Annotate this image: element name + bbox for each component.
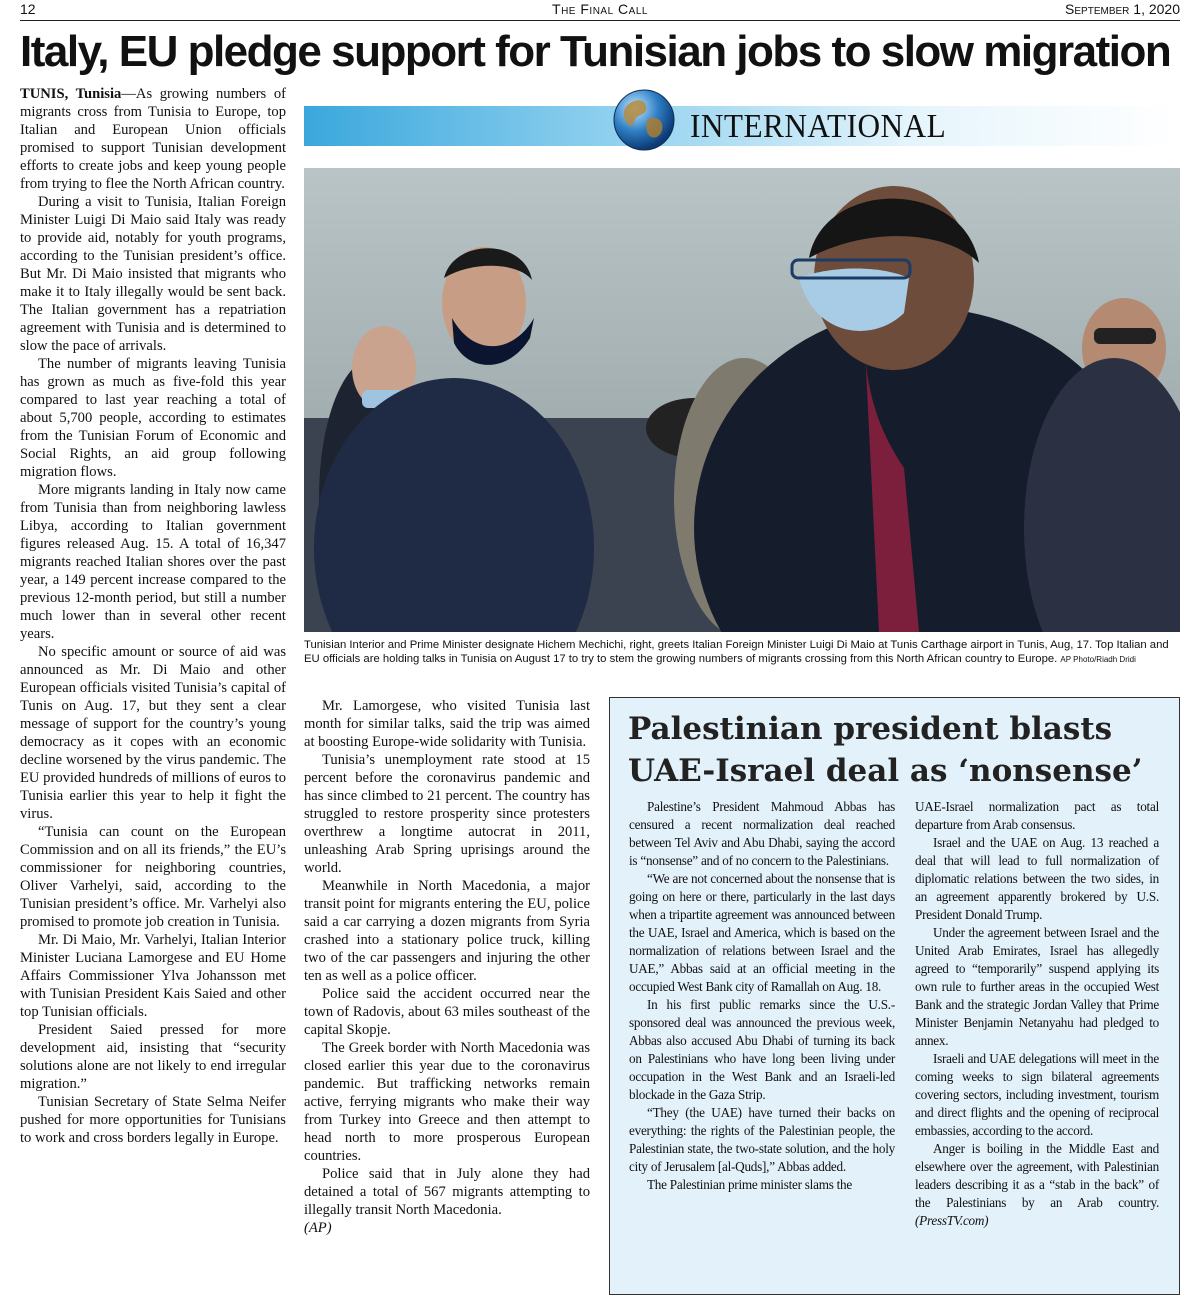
page-number: 12: [20, 1, 36, 17]
article-paragraph: The number of migrants leaving Tunisia has grown as much as five-fold this year compared to last year reaching a total of about 5,700 people, according to estimates from the Tunisian Forum of Economic and Social Rights, an aid group following migration flows.: [20, 356, 286, 480]
sidebar-paragraph: Israeli and UAE delegations will meet in the coming weeks to sign bilateral agreements covering sectors, including investment, tourism and direct flights and the opening of reciprocal embassies, according to the accord.: [915, 1051, 1159, 1138]
sidebar-paragraph: Palestine’s President Mahmoud Abbas has censured a recent normalization deal reached between Tel Aviv and Abu Dhabi, saying the accord is “nonsense” and of no concern to the Palestinians.: [629, 799, 895, 868]
article-paragraph: Police said the accident occurred near the town of Radovis, about 63 miles southeast of the capital Skopje.: [304, 986, 590, 1038]
sidebar-headline: Palestinian president blasts UAE-Israel deal as ‘nonsense’: [628, 711, 1143, 789]
article-paragraph: “Tunisia can count on the European Commission and on all its friends,” the EU’s commissioner for neighboring countries, Oliver Varhelyi, said, according to the Tunisian president’s office. Mr. Varhelyi also promised to promote job creation in Tunisia.: [20, 824, 286, 930]
photo-illustration: [304, 168, 1180, 632]
sidebar-paragraph: “They (the UAE) have turned their backs on everything: the rights of the Palestinian people, the Palestinian state, the two-state solution, and the holy city of Jerusalem [al-Quds],” Abbas added.: [629, 1105, 895, 1174]
article-paragraph: —As growing numbers of migrants cross from Tunisia to Europe, top Italian and European Union officials promised to support Tunisian development efforts to create jobs and keep young people from trying to flee the North African country.: [20, 86, 286, 192]
sidebar-paragraph: UAE-Israel normalization pact as total departure from Arab consensus.: [915, 799, 1159, 832]
publication-name: The Final Call: [552, 1, 648, 17]
sidebar-column-2: [915, 798, 1159, 1230]
sidebar-paragraph-text: Anger is boiling in the Middle East and elsewhere over the agreement, with Palestinian leaders describing it as a “stab in the back” of the Palestinians by an Arab country.: [915, 1141, 1159, 1210]
sidebar-column-1: [629, 798, 895, 1194]
globe-icon: [612, 88, 676, 152]
article-paragraph: Police said that in July alone they had detained a total of 567 migrants attempting to illegally transit North Macedonia.: [304, 1166, 590, 1218]
photo-credit: AP Photo/Riadh Dridi: [1060, 654, 1136, 664]
sidebar-paragraph: [915, 1140, 1159, 1230]
page-header: [20, 0, 1180, 21]
caption-text: Tunisian Interior and Prime Minister designate Hichem Mechichi, right, greets Italian Foreign Minister Luigi Di Maio at Tunis Carthage airport in Tunis, Aug, 17. Top Italian and EU officials are holding talks in Tunisia on August 17 to try to stem the growing numbers of migrants crossing from this North African country to Europe.: [304, 639, 1169, 665]
article-credit: (AP): [304, 1220, 332, 1236]
article-paragraph: Mr. Lamorgese, who visited Tunisia last month for similar talks, said the trip was aimed at boosting Europe-wide solidarity with Tunisia.: [304, 698, 590, 750]
sidebar-paragraph: Israel and the UAE on Aug. 13 reached a deal that will lead to full normalization of diplomatic relations between the two sides, in an agreement apparently brokered by U.S. President Donald Trump.: [915, 835, 1159, 922]
dateline: TUNIS, Tunisia: [20, 86, 122, 102]
article-column-1: [20, 85, 286, 1147]
article-paragraph: More migrants landing in Italy now came from Tunisia than from neighboring lawless Libya, according to Italian government figures released Aug. 15. A total of 16,347 migrants reached Italian shores over the past year, a 149 percent increase compared to the previous 12-month period, but still a number much lower than in several other recent years.: [20, 482, 286, 642]
section-banner: [304, 88, 1180, 160]
sidebar-paragraph: “We are not concerned about the nonsense that is going on here or there, particularly in the last days when a tripartite agreement was announced between the UAE, Israel and America, which is based on the normalization of relations between Israel and the UAE,” Abbas said at an official meeting in the occupied West Bank city of Ramallah on Aug. 18.: [629, 871, 895, 994]
article-paragraph: The Greek border with North Macedonia was closed earlier this year due to the coronavirus pandemic. But trafficking networks remain active, ferrying migrants who make their way from Turkey into Greece and then attempt to head north to more prosperous European countries.: [304, 1040, 590, 1164]
news-photo: [304, 168, 1180, 632]
sidebar-paragraph: In his first public remarks since the U.S.-sponsored deal was announced the previous week, Abbas also accused Abu Dhabi of turning its back on Palestinians who have long been living under occupation in the West Bank and an Israeli-led blockade in the Gaza Strip.: [629, 997, 895, 1102]
article-paragraph: Tunisian Secretary of State Selma Neifer pushed for more opportunities for Tunisians to work and cross borders legally in Europe.: [20, 1094, 286, 1146]
article-lead-paragraph: [20, 85, 286, 193]
section-label: INTERNATIONAL: [690, 108, 947, 145]
article-column-2: [304, 697, 590, 1237]
article-headline: Italy, EU pledge support for Tunisian jobs to slow migration: [20, 27, 1171, 76]
article-paragraph: No specific amount or source of aid was announced as Mr. Di Maio and other European officials visited Tunisia’s capital of Tunis on Aug. 17, but they sent a clear message of support for the country’s young democracy as it copes with an economic decline worsened by the virus pandemic. The EU provided hundreds of millions of euros to Tunisia earlier this year to help it fight the virus.: [20, 644, 286, 822]
issue-date: September 1, 2020: [1065, 1, 1180, 17]
sidebar-credit: (PressTV.com): [915, 1213, 989, 1228]
article-paragraph: Meanwhile in North Macedonia, a major transit point for migrants entering the EU, police said a car carrying a dozen migrants from Syria crashed into a stationary police truck, killing two of the car passengers and injuring the other ten as well as a police officer.: [304, 878, 590, 984]
photo-caption: [304, 639, 1180, 666]
sidebar-paragraph: The Palestinian prime minister slams the: [647, 1177, 852, 1192]
article-paragraph: President Saied pressed for more development aid, insisting that “security solutions alone are not likely to end irregular migration.”: [20, 1022, 286, 1092]
article-paragraph: Mr. Di Maio, Mr. Varhelyi, Italian Interior Minister Luciana Lamorgese and EU Home Affairs Commissioner Ylva Johansson met with Tunisian President Kais Saied and other top Tunisian officials.: [20, 932, 286, 1020]
sidebar-article: [609, 697, 1180, 1295]
sidebar-paragraph: Under the agreement between Israel and the United Arab Emirates, Israel has allegedly agreed to “temporarily” suspend applying its own rule to further areas in the occupied West Bank and the strategic Jordan Valley that Prime Minister Benjamin Netanyahu had pledged to annex.: [915, 925, 1159, 1048]
article-paragraph: During a visit to Tunisia, Italian Foreign Minister Luigi Di Maio said Italy was ready to provide aid, notably for youth programs, according to the Tunisian president’s office. But Mr. Di Maio insisted that migrants who make it to Italy illegally would be sent back. The Italian government has a repatriation agreement with Tunisia and is determined to slow the pace of arrivals.: [20, 194, 286, 354]
article-paragraph: Tunisia’s unemployment rate stood at 15 percent before the coronavirus pandemic and has since climbed to 21 percent. The country has struggled to restore prosperity since protesters overthrew a longtime autocrat in 2011, unleashing Arab Spring uprisings around the world.: [304, 752, 590, 876]
